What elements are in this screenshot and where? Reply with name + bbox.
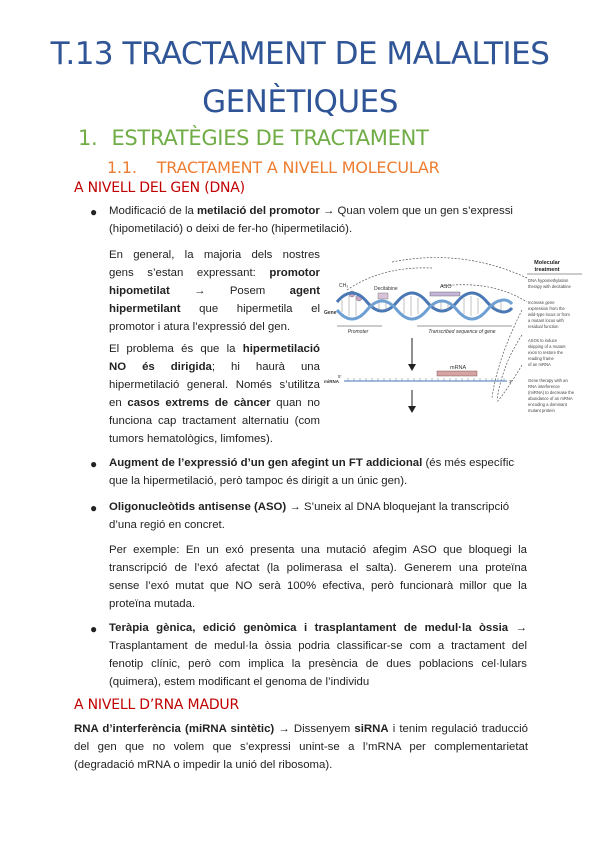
bold-term: casos extrems de càncer bbox=[127, 397, 271, 409]
text-line: hipermetilació general. Només s’utilitza bbox=[109, 379, 320, 391]
note-line: Gene therapy with an bbox=[528, 378, 568, 383]
text-line: transcripció de l’exó afectat (la polimerasa el salta). Generem una proteïna bbox=[109, 562, 527, 574]
bold-term: Oligonucleòtids antisense (ASO) bbox=[109, 501, 287, 513]
aso-label: ASO bbox=[440, 284, 452, 290]
bold-term: hipometilat bbox=[109, 285, 170, 297]
text-run: quan no bbox=[270, 397, 321, 409]
note-line: wild-type locus or from bbox=[528, 312, 570, 317]
text-line: d’una regió en concret. bbox=[109, 519, 225, 531]
bullet-methylation bbox=[109, 202, 529, 238]
note-line: of an mRNA bbox=[528, 362, 551, 367]
bold-term: agent bbox=[289, 285, 320, 297]
text-run: que hipermetila el bbox=[180, 303, 320, 315]
bold-term: promotor bbox=[269, 267, 320, 279]
note-line: a mutant locus with bbox=[528, 318, 564, 323]
text-line: En general, la majoria dels nostres bbox=[109, 249, 320, 261]
transcribed-label: Transcribed sequence of gene bbox=[428, 329, 496, 335]
text-run: → Dissenyem bbox=[274, 723, 355, 735]
note-line: RNA interference bbox=[528, 384, 560, 389]
text-line: fenotip clínic, però com implica la presència de dues poblacions cel·lulars bbox=[109, 658, 527, 670]
text-line: Per exemple: En un exó presenta una mutació afegim ASO que bloquegi la bbox=[109, 544, 527, 556]
subsection-number: 1.1. bbox=[107, 158, 137, 177]
bold-term: RNA d’interferència (miRNA sintètic) bbox=[74, 723, 275, 735]
text-run: gens s’estan expressant: bbox=[109, 267, 270, 279]
three-prime-label: 3' bbox=[509, 379, 513, 384]
title-line-2: GENÈTIQUES bbox=[202, 84, 398, 120]
note-line: exon to restore the bbox=[528, 350, 563, 355]
bold-term: hipermetilant bbox=[109, 303, 181, 315]
text-line: que la hipermetilació, però tampoc és dirigit a un únic gen). bbox=[109, 475, 408, 487]
note-line: residual function bbox=[528, 324, 559, 329]
bold-term: Augment de l’expressió d’un gen afegint un FT addicional bbox=[109, 457, 423, 469]
note-line: abundance of an mRNA bbox=[528, 396, 573, 401]
text-line: funciona cap tractament alternatiu (com bbox=[109, 415, 320, 427]
mirna-label: miRNA bbox=[324, 379, 340, 384]
note-line: DNA hypomethylation bbox=[528, 278, 569, 283]
heading-gen: A NIVELL DEL GEN (DNA) bbox=[74, 180, 245, 196]
bullet-dot: ● bbox=[90, 205, 98, 219]
bold-term: hipermetilació bbox=[242, 343, 320, 355]
text-run: ; hi haurà una bbox=[211, 361, 320, 373]
text-run: en bbox=[109, 397, 128, 409]
mrna-label: mRNA bbox=[450, 365, 467, 371]
paragraph-example bbox=[109, 541, 527, 613]
bullet-dot: ● bbox=[90, 622, 98, 636]
text-line: tumors hematològics, limfomes). bbox=[109, 433, 273, 445]
bold-term: metilació del promotor bbox=[197, 205, 320, 217]
heading-rna: A NIVELL D’RNA MADUR bbox=[74, 697, 239, 713]
legend-note-1 bbox=[528, 278, 572, 289]
paragraph-rna-interference bbox=[74, 720, 528, 774]
text-run: i tenim regulació traducció bbox=[388, 723, 528, 735]
text-line: (quimera), estem modificant el genoma de l’individu bbox=[109, 676, 370, 688]
section-heading bbox=[78, 126, 429, 150]
mirna-block bbox=[437, 371, 477, 376]
text-run: → bbox=[508, 622, 528, 634]
text-line: proteïna mutada. bbox=[109, 598, 196, 610]
text-line: del gen que no volem que s’expressi unint-se a l’mRNA per complementarietat bbox=[74, 741, 528, 753]
text-run: El problema és que la bbox=[109, 343, 243, 355]
subsection-text: TRACTAMENT A NIVELL MOLECULAR bbox=[156, 158, 440, 177]
title-line-1: T.13 TRACTAMENT DE MALALTIES bbox=[50, 36, 550, 72]
note-line: ASOs to induce bbox=[528, 338, 558, 343]
aso-bar bbox=[430, 292, 460, 296]
decitabine-marker bbox=[378, 293, 388, 299]
note-line: therapy with decitabine bbox=[528, 284, 571, 289]
decitabine-label: Decitabine bbox=[374, 286, 398, 292]
bullet-gene-therapy bbox=[109, 619, 527, 691]
bullet-transcription-factor bbox=[109, 454, 529, 490]
note-line: encoding a dominant bbox=[528, 402, 567, 407]
text-run: (és més específic bbox=[422, 457, 515, 469]
bullet-aso bbox=[109, 498, 529, 534]
ch3-label: CH₃ bbox=[339, 283, 349, 289]
note-line: expression from the bbox=[528, 306, 565, 311]
text-line: (degradació mRNA o impedir la unió del ribosoma). bbox=[74, 759, 333, 771]
text-line: sense l’exó mutat que NO serà 100% efectiva, però funcionarà millor que la bbox=[109, 580, 527, 592]
figure-title-1: Molecular bbox=[534, 260, 560, 266]
text-run: → Posem bbox=[169, 285, 290, 297]
five-prime-label: 5' bbox=[338, 374, 342, 379]
section-text: ESTRATÈGIES DE TRACTAMENT bbox=[111, 126, 429, 150]
text-run: → S’uneix al DNA bloquejant la transcripció bbox=[286, 501, 510, 513]
text-line: (hipometilació) o deixi de fer-ho (hipermetilació). bbox=[109, 223, 353, 235]
gene-label: Gene bbox=[324, 310, 337, 316]
figure-title-2: treatment bbox=[534, 267, 560, 273]
bold-term: NO és dirigida bbox=[109, 361, 212, 373]
note-line: skipping of a mutant bbox=[528, 344, 566, 349]
paragraph-problem bbox=[109, 340, 320, 448]
note-line: (miRNA) to decrease the bbox=[528, 390, 575, 395]
text-run: → Quan volem que un gen s’expressi bbox=[319, 205, 513, 217]
bold-term: siRNA bbox=[354, 723, 389, 735]
promoter-label: Promoter bbox=[347, 329, 369, 335]
text-line: Trasplantament de medul·la òssia podria classificar-se com a tractament del bbox=[109, 640, 527, 652]
bullet-dot: ● bbox=[90, 501, 98, 515]
text-run: Modificació de la bbox=[109, 205, 198, 217]
paragraph-hypermethylation bbox=[109, 246, 320, 336]
section-number: 1. bbox=[78, 126, 98, 150]
molecular-treatment-figure bbox=[322, 250, 592, 435]
text-line: promotor i atura l’expressió del gen. bbox=[109, 321, 291, 333]
page-title bbox=[0, 30, 600, 126]
subsection-heading bbox=[107, 158, 440, 177]
note-line: reading frame bbox=[528, 356, 554, 361]
bold-term: Teràpia gènica, edició genòmica i trasplantament de medul·la òssia bbox=[109, 622, 509, 634]
note-line: Increase gene bbox=[528, 300, 555, 305]
bullet-dot: ● bbox=[90, 457, 98, 471]
note-line: mutant protein bbox=[528, 408, 555, 413]
